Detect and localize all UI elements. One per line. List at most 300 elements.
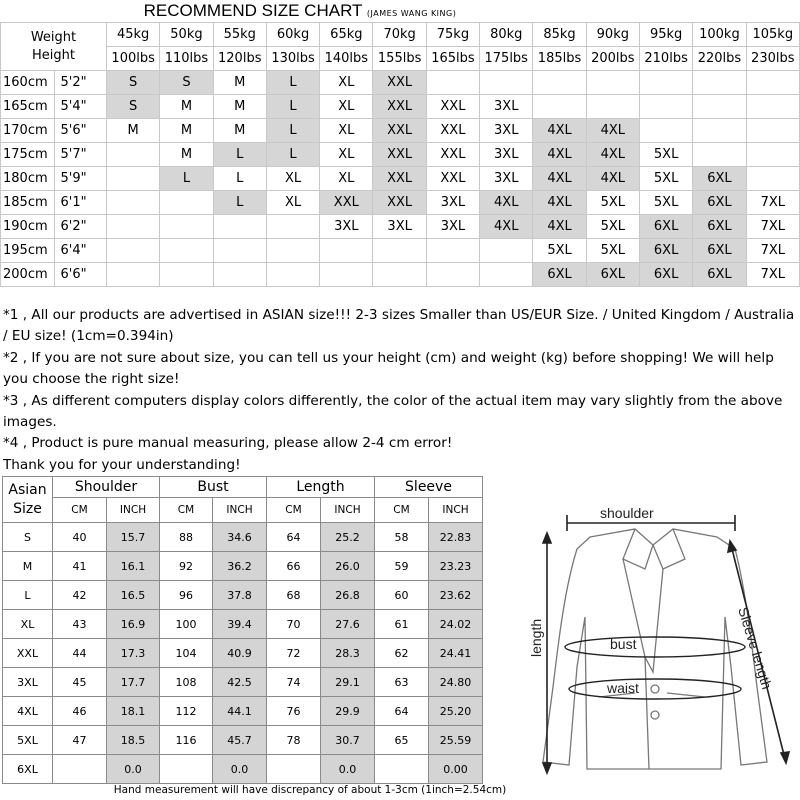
- shoulder-label: shoulder: [600, 505, 654, 521]
- height-cm-cell: 165cm: [1, 95, 55, 119]
- recommended-size-cell: L: [266, 95, 319, 119]
- height-ft-cell: 5'7": [54, 143, 106, 167]
- recommended-size-cell: XL: [320, 71, 373, 95]
- measurement-cm-cell: 76: [267, 697, 321, 726]
- recommended-size-cell: [533, 95, 586, 119]
- measurement-cm-cell: 43: [53, 610, 107, 639]
- measurement-inch-cell: 24.02: [429, 610, 483, 639]
- recommended-size-cell: XL: [266, 191, 319, 215]
- recommended-size-cell: 4XL: [533, 191, 586, 215]
- unit-cm-header: CM: [53, 498, 107, 523]
- weight-kg-cell: 70kg: [373, 23, 426, 47]
- recommended-size-cell: [693, 95, 746, 119]
- recommended-size-cell: L: [266, 119, 319, 143]
- recommended-size-cell: [639, 119, 692, 143]
- weight-height-corner: Weight Height: [1, 23, 107, 71]
- measurement-cm-cell: 88: [160, 523, 213, 552]
- measurement-inch-cell: 39.4: [213, 610, 267, 639]
- recommended-size-cell: [693, 71, 746, 95]
- measurement-row: [3, 726, 483, 755]
- measurement-inch-cell: 18.5: [107, 726, 160, 755]
- height-cm-cell: 190cm: [1, 215, 55, 239]
- measurement-cm-cell: 62: [375, 639, 429, 668]
- height-ft-cell: 5'9": [54, 167, 106, 191]
- note-1: *1 , All our products are advertised in ASIAN size!!! 2-3 sizes Smaller than US/EUR Size. / United Kingdom / Australia / EU size! (1cm=0.394in): [3, 307, 795, 345]
- jacket-pocket-right: [667, 693, 705, 697]
- recommended-size-cell: [746, 71, 799, 95]
- measurement-cm-cell: 65: [375, 726, 429, 755]
- measurement-cm-cell: 64: [267, 523, 321, 552]
- recommended-size-cell: XXL: [373, 119, 426, 143]
- recommended-size-cell: [373, 263, 426, 287]
- measurement-row: [3, 581, 483, 610]
- unit-inch-header: INCH: [213, 498, 267, 523]
- recommended-size-cell: 4XL: [533, 119, 586, 143]
- measurement-cm-cell: [375, 755, 429, 784]
- length-header: Length: [267, 477, 375, 498]
- measurement-cm-cell: 112: [160, 697, 213, 726]
- recommended-size-cell: 6XL: [639, 215, 692, 239]
- height-row: [1, 71, 800, 95]
- recommended-size-cell: [586, 95, 639, 119]
- recommended-size-cell: XXL: [373, 71, 426, 95]
- recommended-size-cell: [107, 239, 160, 263]
- recommended-size-cell: 6XL: [533, 263, 586, 287]
- recommended-size-cell: [107, 215, 160, 239]
- measurement-inch-cell: 25.2: [321, 523, 375, 552]
- jacket-lapel: [623, 559, 663, 769]
- recommended-size-cell: [213, 263, 266, 287]
- recommended-size-cell: XL: [320, 143, 373, 167]
- weight-lbs-cell: 210lbs: [639, 47, 692, 71]
- weight-kg-row: [1, 23, 800, 47]
- measurement-inch-cell: 0.0: [321, 755, 375, 784]
- recommended-size-cell: 4XL: [586, 143, 639, 167]
- recommended-size-cell: 5XL: [639, 191, 692, 215]
- measurement-cm-cell: 104: [160, 639, 213, 668]
- measurement-inch-cell: 25.59: [429, 726, 483, 755]
- measurement-row: [3, 668, 483, 697]
- measurement-cm-cell: 74: [267, 668, 321, 697]
- recommended-size-cell: [480, 263, 533, 287]
- recommended-size-cell: [373, 239, 426, 263]
- measurement-inch-cell: 27.6: [321, 610, 375, 639]
- garment-measurement-table: [2, 476, 483, 784]
- weight-kg-cell: 105kg: [746, 23, 799, 47]
- weight-kg-cell: 75kg: [426, 23, 479, 47]
- weight-lbs-cell: 230lbs: [746, 47, 799, 71]
- weight-lbs-cell: 185lbs: [533, 47, 586, 71]
- recommended-size-cell: 6XL: [693, 215, 746, 239]
- weight-kg-cell: 95kg: [639, 23, 692, 47]
- height-row: [1, 167, 800, 191]
- bust-header: Bust: [160, 477, 267, 498]
- measurement-inch-cell: 36.2: [213, 552, 267, 581]
- measurement-inch-cell: 0.0: [107, 755, 160, 784]
- asian-size-header: Asian Size: [3, 477, 53, 523]
- recommended-size-cell: 7XL: [746, 215, 799, 239]
- recommended-size-cell: XL: [320, 95, 373, 119]
- measurement-inch-cell: 28.3: [321, 639, 375, 668]
- recommended-size-cell: XXL: [373, 143, 426, 167]
- measurement-cm-cell: 68: [267, 581, 321, 610]
- recommended-size-cell: 6XL: [693, 191, 746, 215]
- recommended-size-cell: [107, 263, 160, 287]
- recommended-size-cell: [160, 263, 213, 287]
- recommended-size-cell: XL: [320, 119, 373, 143]
- recommended-size-cell: XXL: [373, 167, 426, 191]
- recommended-size-cell: 7XL: [746, 263, 799, 287]
- recommended-size-cell: 5XL: [639, 167, 692, 191]
- measurement-inch-cell: 42.5: [213, 668, 267, 697]
- measurement-inch-cell: 22.83: [429, 523, 483, 552]
- height-row: [1, 263, 800, 287]
- measurement-inch-cell: 26.8: [321, 581, 375, 610]
- height-row: [1, 119, 800, 143]
- height-ft-cell: 6'2": [54, 215, 106, 239]
- asian-size-cell: 6XL: [3, 755, 53, 784]
- note-3: *3 , As different computers display colors differently, the color of the actual item may vary slightly from the above images.: [3, 392, 783, 431]
- recommended-size-cell: [639, 71, 692, 95]
- recommended-size-cell: XXL: [426, 119, 479, 143]
- asian-size-cell: M: [3, 552, 53, 581]
- chart-title-brand: (JAMES WANG KING): [366, 9, 457, 18]
- measurement-cm-cell: 42: [53, 581, 107, 610]
- unit-cm-header: CM: [160, 498, 213, 523]
- measurement-cm-cell: 45: [53, 668, 107, 697]
- measurement-inch-cell: 26.0: [321, 552, 375, 581]
- recommended-size-cell: 5XL: [639, 143, 692, 167]
- recommended-size-cell: 4XL: [586, 119, 639, 143]
- height-ft-cell: 5'2": [54, 71, 106, 95]
- weight-lbs-row: [1, 47, 800, 71]
- unit-inch-header: INCH: [107, 498, 160, 523]
- recommended-size-cell: S: [107, 95, 160, 119]
- recommended-size-cell: [746, 95, 799, 119]
- height-cm-cell: 175cm: [1, 143, 55, 167]
- measurement-inch-cell: 24.41: [429, 639, 483, 668]
- recommended-size-cell: M: [160, 143, 213, 167]
- height-row: [1, 191, 800, 215]
- weight-kg-cell: 65kg: [320, 23, 373, 47]
- recommended-size-cell: XL: [320, 167, 373, 191]
- recommended-size-cell: XXL: [426, 143, 479, 167]
- recommended-size-cell: M: [213, 95, 266, 119]
- recommended-size-cell: XXL: [426, 95, 479, 119]
- recommended-size-cell: [107, 143, 160, 167]
- measurement-inch-cell: 29.9: [321, 697, 375, 726]
- measurement-inch-cell: 23.23: [429, 552, 483, 581]
- measurement-inch-cell: 18.1: [107, 697, 160, 726]
- measurement-cm-cell: 46: [53, 697, 107, 726]
- weight-kg-cell: 45kg: [107, 23, 160, 47]
- recommended-size-cell: [426, 71, 479, 95]
- recommended-size-cell: 6XL: [693, 167, 746, 191]
- measurement-cm-cell: 41: [53, 552, 107, 581]
- recommended-size-cell: [533, 71, 586, 95]
- chart-title: [0, 0, 600, 22]
- recommended-size-cell: [480, 239, 533, 263]
- measurement-inch-cell: 17.7: [107, 668, 160, 697]
- recommended-size-cell: 4XL: [480, 191, 533, 215]
- recommended-size-cell: 3XL: [480, 143, 533, 167]
- measurement-inch-cell: 16.1: [107, 552, 160, 581]
- recommended-size-cell: M: [160, 119, 213, 143]
- asian-size-cell: XL: [3, 610, 53, 639]
- waist-loop: [569, 679, 741, 699]
- recommended-size-cell: 4XL: [533, 143, 586, 167]
- recommended-size-cell: [266, 215, 319, 239]
- recommended-size-cell: L: [266, 71, 319, 95]
- measurement-row: [3, 523, 483, 552]
- measurement-cm-cell: 108: [160, 668, 213, 697]
- recommended-size-cell: L: [266, 143, 319, 167]
- measurement-inch-cell: 23.62: [429, 581, 483, 610]
- weight-lbs-cell: 130lbs: [266, 47, 319, 71]
- recommended-size-cell: 4XL: [533, 215, 586, 239]
- size-notes: [3, 305, 798, 476]
- weight-kg-cell: 60kg: [266, 23, 319, 47]
- recommended-size-cell: 5XL: [533, 239, 586, 263]
- recommended-size-cell: [160, 215, 213, 239]
- recommended-size-cell: [693, 119, 746, 143]
- recommended-size-cell: [426, 239, 479, 263]
- sleeve-header: Sleeve: [375, 477, 483, 498]
- measurement-cm-cell: 100: [160, 610, 213, 639]
- chart-title-main: RECOMMEND SIZE CHART: [143, 1, 363, 20]
- height-row: [1, 215, 800, 239]
- recommended-size-cell: [107, 167, 160, 191]
- recommended-size-cell: 4XL: [480, 215, 533, 239]
- recommended-size-cell: XL: [266, 167, 319, 191]
- weight-lbs-cell: 140lbs: [320, 47, 373, 71]
- measurement-cm-cell: 116: [160, 726, 213, 755]
- height-cm-cell: 185cm: [1, 191, 55, 215]
- weight-kg-cell: 85kg: [533, 23, 586, 47]
- measurement-row: [3, 755, 483, 784]
- recommended-size-cell: [746, 119, 799, 143]
- height-cm-cell: 195cm: [1, 239, 55, 263]
- recommended-size-cell: 3XL: [480, 95, 533, 119]
- measurement-inch-cell: 44.1: [213, 697, 267, 726]
- measurement-row: [3, 639, 483, 668]
- weight-kg-cell: 50kg: [160, 23, 213, 47]
- recommended-size-cell: 7XL: [746, 191, 799, 215]
- recommended-size-cell: 3XL: [426, 215, 479, 239]
- weight-lbs-cell: 120lbs: [213, 47, 266, 71]
- measurement-cm-cell: 60: [375, 581, 429, 610]
- size-recommendation-table: [0, 22, 800, 287]
- height-ft-cell: 6'1": [54, 191, 106, 215]
- unit-inch-header: INCH: [429, 498, 483, 523]
- measurement-cm-cell: 64: [375, 697, 429, 726]
- asian-size-cell: 4XL: [3, 697, 53, 726]
- recommended-size-cell: M: [160, 95, 213, 119]
- height-ft-cell: 6'4": [54, 239, 106, 263]
- measurement-cm-cell: 78: [267, 726, 321, 755]
- measurement-inch-cell: 34.6: [213, 523, 267, 552]
- weight-lbs-cell: 200lbs: [586, 47, 639, 71]
- measurement-cm-cell: 72: [267, 639, 321, 668]
- thank-you-note: Thank you for your understanding!: [3, 456, 241, 473]
- recommended-size-cell: [586, 71, 639, 95]
- recommended-size-cell: XXL: [373, 95, 426, 119]
- shoulder-header: Shoulder: [53, 477, 160, 498]
- measurement-cm-cell: [267, 755, 321, 784]
- sleeve-label: Sleeve length: [735, 605, 776, 692]
- jacket-button-1: [651, 685, 659, 693]
- measurement-row: [3, 610, 483, 639]
- measurement-cm-cell: 70: [267, 610, 321, 639]
- measurement-inch-cell: 17.3: [107, 639, 160, 668]
- measurement-cm-cell: 40: [53, 523, 107, 552]
- recommended-size-cell: [693, 143, 746, 167]
- height-row: [1, 239, 800, 263]
- recommended-size-cell: L: [213, 191, 266, 215]
- height-cm-cell: 160cm: [1, 71, 55, 95]
- weight-kg-cell: 90kg: [586, 23, 639, 47]
- recommended-size-cell: [160, 239, 213, 263]
- recommended-size-cell: [426, 263, 479, 287]
- measurement-inch-cell: 16.9: [107, 610, 160, 639]
- recommended-size-cell: [746, 167, 799, 191]
- height-row: [1, 143, 800, 167]
- measurement-inch-cell: 37.8: [213, 581, 267, 610]
- asian-size-cell: 3XL: [3, 668, 53, 697]
- recommended-size-cell: M: [213, 71, 266, 95]
- measurement-cm-cell: 61: [375, 610, 429, 639]
- unit-inch-header: INCH: [321, 498, 375, 523]
- recommended-size-cell: S: [107, 71, 160, 95]
- recommended-size-cell: 3XL: [426, 191, 479, 215]
- measurement-inch-cell: 25.20: [429, 697, 483, 726]
- bust-label: bust: [610, 636, 637, 652]
- measurement-row: [3, 697, 483, 726]
- height-row: [1, 95, 800, 119]
- measurement-cm-cell: 44: [53, 639, 107, 668]
- measurement-cm-cell: 47: [53, 726, 107, 755]
- recommended-size-cell: [266, 263, 319, 287]
- recommended-size-cell: 5XL: [586, 215, 639, 239]
- measurement-inch-cell: 29.1: [321, 668, 375, 697]
- measurement-inch-cell: 16.5: [107, 581, 160, 610]
- measurement-inch-cell: 0.0: [213, 755, 267, 784]
- recommended-size-cell: 6XL: [586, 263, 639, 287]
- measurement-cm-cell: 58: [375, 523, 429, 552]
- weight-lbs-cell: 100lbs: [107, 47, 160, 71]
- measurement-inch-cell: 24.80: [429, 668, 483, 697]
- height-ft-cell: 5'4": [54, 95, 106, 119]
- measurement-inch-cell: 15.7: [107, 523, 160, 552]
- recommended-size-cell: XXL: [373, 191, 426, 215]
- measurement-cm-cell: 92: [160, 552, 213, 581]
- recommended-size-cell: 5XL: [586, 191, 639, 215]
- measurement-cm-cell: 96: [160, 581, 213, 610]
- weight-kg-cell: 100kg: [693, 23, 746, 47]
- recommended-size-cell: L: [160, 167, 213, 191]
- recommended-size-cell: 4XL: [586, 167, 639, 191]
- recommended-size-cell: [160, 191, 213, 215]
- recommended-size-cell: [213, 239, 266, 263]
- unit-header-row: [3, 498, 483, 523]
- asian-size-cell: L: [3, 581, 53, 610]
- measurement-row: [3, 552, 483, 581]
- measurement-inch-cell: 40.9: [213, 639, 267, 668]
- weight-lbs-cell: 175lbs: [480, 47, 533, 71]
- recommended-size-cell: 3XL: [320, 215, 373, 239]
- measurement-inch-cell: 0.00: [429, 755, 483, 784]
- measurement-cm-cell: 66: [267, 552, 321, 581]
- measurement-cm-cell: [160, 755, 213, 784]
- recommended-size-cell: 6XL: [639, 239, 692, 263]
- weight-lbs-cell: 165lbs: [426, 47, 479, 71]
- recommended-size-cell: XXL: [320, 191, 373, 215]
- recommended-size-cell: [746, 143, 799, 167]
- measurement-cm-cell: 59: [375, 552, 429, 581]
- height-ft-cell: 5'6": [54, 119, 106, 143]
- height-cm-cell: 180cm: [1, 167, 55, 191]
- jacket-button-2: [651, 711, 659, 719]
- measurement-inch-cell: 45.7: [213, 726, 267, 755]
- recommended-size-cell: 3XL: [480, 167, 533, 191]
- asian-size-cell: XXL: [3, 639, 53, 668]
- recommended-size-cell: 4XL: [533, 167, 586, 191]
- height-ft-cell: 6'6": [54, 263, 106, 287]
- recommended-size-cell: 6XL: [693, 263, 746, 287]
- weight-kg-cell: 80kg: [480, 23, 533, 47]
- recommended-size-cell: [639, 95, 692, 119]
- measurement-inch-cell: 30.7: [321, 726, 375, 755]
- recommended-size-cell: 7XL: [746, 239, 799, 263]
- recommended-size-cell: L: [213, 143, 266, 167]
- unit-cm-header: CM: [267, 498, 321, 523]
- measurement-disclaimer: Hand measurement will have discrepancy of about 1-3cm (1inch=2.54cm): [113, 784, 507, 796]
- weight-kg-cell: 55kg: [213, 23, 266, 47]
- recommended-size-cell: 3XL: [480, 119, 533, 143]
- note-2: *2 , If you are not sure about size, you can tell us your height (cm) and weight (kg) before shopping! We will help you choose the right size!: [3, 349, 774, 388]
- recommended-size-cell: [213, 215, 266, 239]
- recommended-size-cell: 5XL: [586, 239, 639, 263]
- recommended-size-cell: 6XL: [639, 263, 692, 287]
- unit-cm-header: CM: [375, 498, 429, 523]
- jacket-collar: [623, 529, 685, 569]
- recommended-size-cell: M: [213, 119, 266, 143]
- recommended-size-cell: M: [107, 119, 160, 143]
- recommended-size-cell: [480, 71, 533, 95]
- asian-size-cell: S: [3, 523, 53, 552]
- measurement-cm-cell: 63: [375, 668, 429, 697]
- weight-lbs-cell: 110lbs: [160, 47, 213, 71]
- asian-size-cell: 5XL: [3, 726, 53, 755]
- recommended-size-cell: XXL: [426, 167, 479, 191]
- height-cm-cell: 200cm: [1, 263, 55, 287]
- recommended-size-cell: [320, 263, 373, 287]
- waist-label: waist: [607, 680, 639, 696]
- measurement-cm-cell: [53, 755, 107, 784]
- recommended-size-cell: S: [160, 71, 213, 95]
- note-4: *4 , Product is pure manual measuring, please allow 2-4 cm error!: [3, 435, 453, 452]
- measure-header-row: [3, 477, 483, 498]
- weight-lbs-cell: 155lbs: [373, 47, 426, 71]
- recommended-size-cell: [107, 191, 160, 215]
- recommended-size-cell: 3XL: [373, 215, 426, 239]
- recommended-size-cell: [266, 239, 319, 263]
- recommended-size-cell: [320, 239, 373, 263]
- length-label: length: [528, 618, 544, 657]
- jacket-measurement-diagram: [495, 497, 795, 782]
- recommended-size-cell: 6XL: [693, 239, 746, 263]
- recommended-size-cell: L: [213, 167, 266, 191]
